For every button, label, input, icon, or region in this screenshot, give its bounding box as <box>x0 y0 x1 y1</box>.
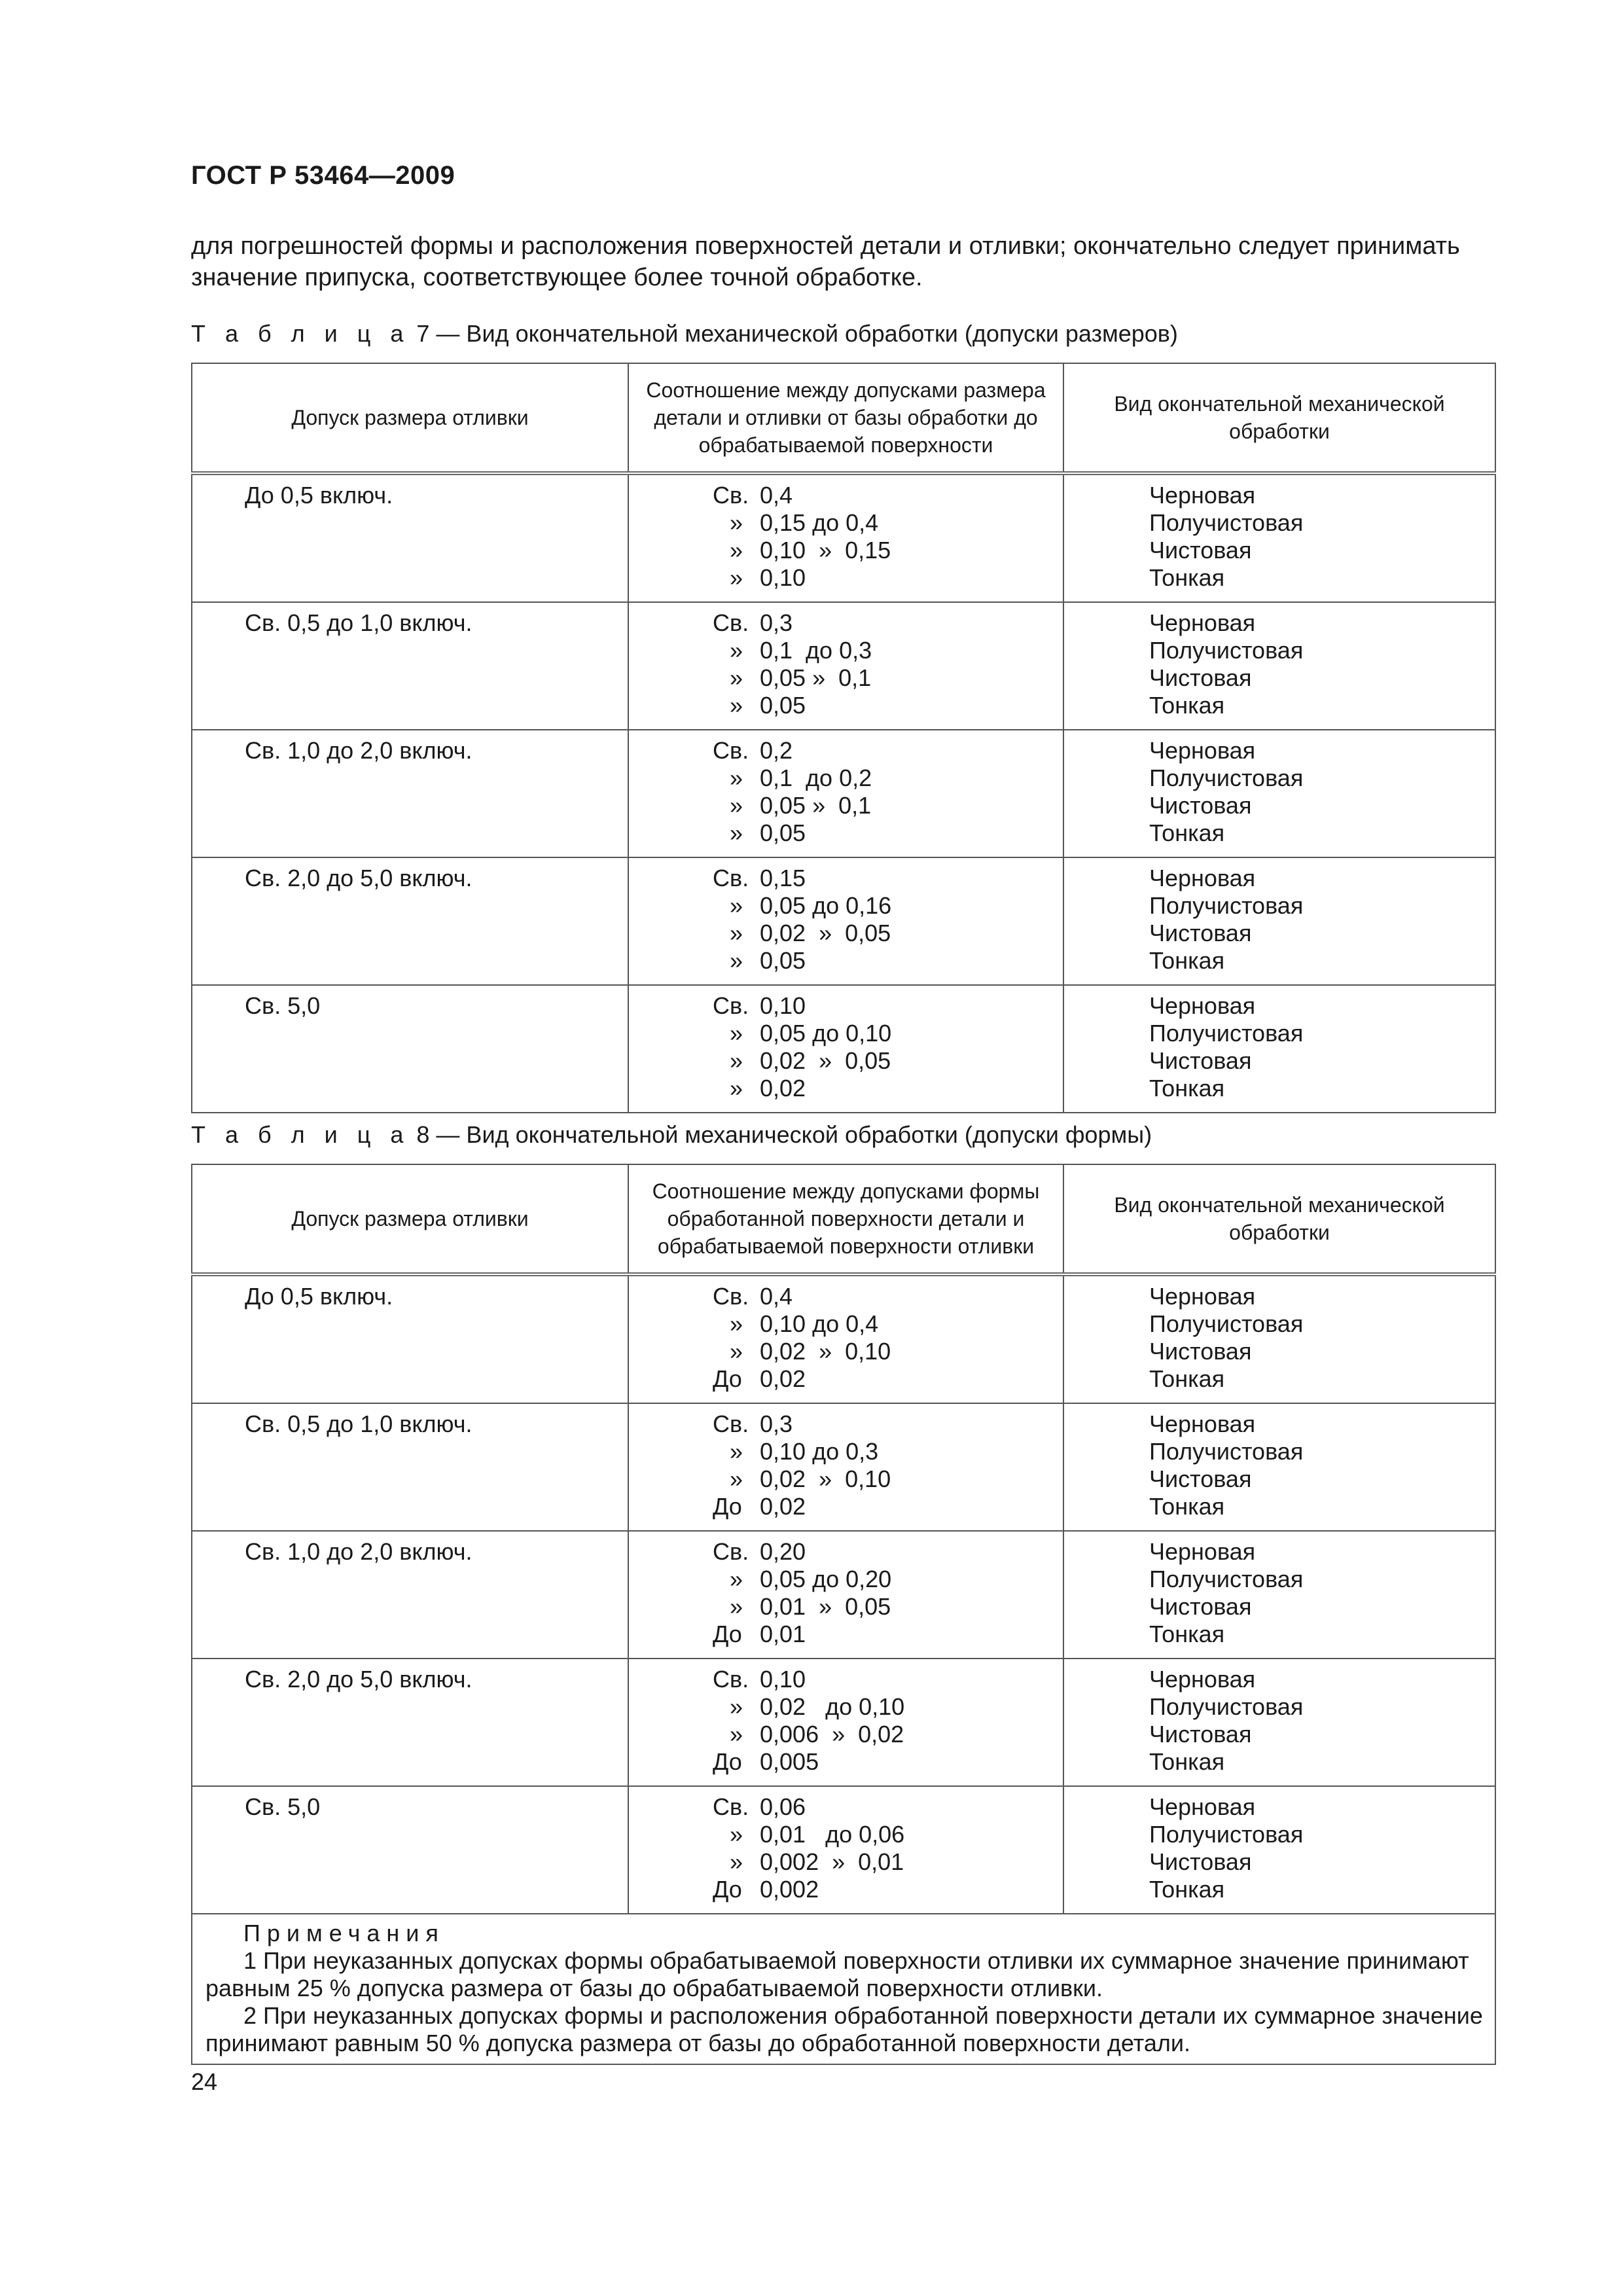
table8-notes <box>192 1914 1495 2064</box>
table-row <box>192 1659 1495 1786</box>
machining-kind: Получистовая <box>1149 1438 1304 1465</box>
ratio-line <box>713 892 1063 920</box>
ratio-value: 0,05 до 0,20 <box>760 1566 892 1592</box>
ratio-prefix: Св. <box>713 737 749 764</box>
ratio-line <box>713 509 1063 537</box>
table8-header-tolerance: Допуск размера отливки <box>192 1164 628 1274</box>
ratio-line <box>713 1338 1063 1365</box>
machining-kind: Тонкая <box>1149 1621 1225 1647</box>
table7-header-row <box>192 363 1495 473</box>
table8-header-row <box>192 1164 1495 1274</box>
ratio-cell <box>628 1786 1063 1914</box>
ratio-prefix: » <box>729 1020 743 1047</box>
machining-kind: Получистовая <box>1149 1020 1304 1047</box>
ratio-line <box>713 920 1063 947</box>
table8-notes-row <box>192 1914 1495 2064</box>
ratio-line <box>713 1365 1063 1393</box>
ratio-cell <box>628 602 1063 730</box>
table-row <box>192 857 1495 985</box>
ratio-value: 0,005 <box>760 1748 819 1775</box>
ratio-line <box>713 1666 1063 1693</box>
machining-kind-cell <box>1063 1786 1495 1914</box>
ratio-value: 0,02 » 0,05 <box>760 920 891 946</box>
machining-kind: Тонкая <box>1149 1075 1225 1102</box>
ratio-value: 0,02 » 0,10 <box>760 1338 891 1365</box>
table7 <box>191 363 1496 1113</box>
ratio-prefix: » <box>729 892 743 919</box>
table7-caption <box>191 319 1178 348</box>
ratio-line <box>713 1593 1063 1621</box>
ratio-prefix: » <box>729 1438 743 1465</box>
machining-kind: Тонкая <box>1149 1876 1225 1903</box>
ratio-line <box>713 1721 1063 1748</box>
machining-kind: Черновая <box>1149 1666 1256 1693</box>
ratio-prefix: До <box>713 1621 742 1647</box>
table-row <box>192 602 1495 730</box>
ratio-value: 0,05 <box>760 819 806 846</box>
ratio-line <box>713 1876 1063 1903</box>
ratio-line <box>713 764 1063 792</box>
machining-kind: Черновая <box>1149 737 1256 764</box>
machining-kind: Чистовая <box>1149 1593 1252 1620</box>
ratio-prefix: Св. <box>713 1666 749 1693</box>
tolerance-range-cell: Св. 2,0 до 5,0 включ. <box>192 1659 628 1786</box>
ratio-value: 0,10 до 0,3 <box>760 1438 879 1465</box>
machining-kind-cell <box>1063 730 1495 857</box>
machining-kind: Получистовая <box>1149 892 1304 919</box>
machining-kind: Черновая <box>1149 1283 1256 1310</box>
ratio-value: 0,4 <box>760 482 793 509</box>
ratio-value: 0,05 » 0,1 <box>760 664 872 691</box>
tolerance-range-cell: До 0,5 включ. <box>192 473 628 602</box>
machining-kind: Получистовая <box>1149 637 1304 664</box>
ratio-line <box>713 1465 1063 1493</box>
machining-kind-cell <box>1063 1531 1495 1659</box>
table8-caption-text: 8 — Вид окончательной механической обработки (допуски формы) <box>410 1121 1152 1148</box>
machining-kind: Чистовая <box>1149 1721 1252 1748</box>
machining-kind: Чистовая <box>1149 1338 1252 1365</box>
machining-kind: Черновая <box>1149 1538 1256 1565</box>
table-row <box>192 473 1495 602</box>
machining-kind: Тонкая <box>1149 692 1225 719</box>
ratio-value: 0,05 » 0,1 <box>760 792 872 819</box>
ratio-prefix: » <box>729 764 743 791</box>
ratio-cell <box>628 730 1063 857</box>
ratio-prefix: » <box>729 819 743 846</box>
ratio-line <box>713 819 1063 847</box>
ratio-prefix: Св. <box>713 609 749 636</box>
table7-header-tolerance: Допуск размера отливки <box>192 363 628 473</box>
table8-caption <box>191 1121 1152 1149</box>
ratio-line <box>713 1793 1063 1821</box>
tolerance-range-cell: Св. 2,0 до 5,0 включ. <box>192 857 628 985</box>
ratio-line <box>713 537 1063 564</box>
machining-kind: Черновая <box>1149 865 1256 891</box>
ratio-value: 0,002 <box>760 1876 819 1903</box>
machining-kind: Получистовая <box>1149 509 1304 536</box>
table7-caption-prefix: Т а б л и ц а <box>191 320 410 347</box>
table8-body <box>192 1274 1495 1914</box>
machining-kind: Черновая <box>1149 609 1256 636</box>
ratio-value: 0,05 до 0,10 <box>760 1020 892 1047</box>
ratio-prefix: » <box>729 637 743 664</box>
machining-kind: Чистовая <box>1149 792 1252 819</box>
machining-kind-cell <box>1063 857 1495 985</box>
ratio-value: 0,10 » 0,15 <box>760 537 891 564</box>
machining-kind-cell <box>1063 602 1495 730</box>
ratio-line <box>713 664 1063 692</box>
machining-kind-cell <box>1063 473 1495 602</box>
table-row <box>192 1274 1495 1403</box>
ratio-value: 0,20 <box>760 1538 806 1565</box>
ratio-line <box>713 1693 1063 1721</box>
machining-kind-cell <box>1063 1274 1495 1403</box>
ratio-value: 0,10 до 0,4 <box>760 1310 879 1337</box>
ratio-prefix: До <box>713 1365 742 1392</box>
ratio-value: 0,006 » 0,02 <box>760 1721 904 1748</box>
machining-kind-cell <box>1063 985 1495 1113</box>
table7-header-kind: Вид окончательной механической обработки <box>1063 363 1495 473</box>
ratio-value: 0,06 <box>760 1793 806 1820</box>
ratio-prefix: » <box>729 564 743 591</box>
ratio-cell <box>628 1274 1063 1403</box>
machining-kind: Тонкая <box>1149 819 1225 846</box>
machining-kind: Черновая <box>1149 482 1256 509</box>
ratio-line <box>713 1493 1063 1520</box>
ratio-prefix: Св. <box>713 1538 749 1565</box>
table8-header-kind: Вид окончательной механической обработки <box>1063 1164 1495 1274</box>
ratio-line <box>713 1821 1063 1848</box>
ratio-line <box>713 692 1063 719</box>
machining-kind: Чистовая <box>1149 1047 1252 1074</box>
ratio-value: 0,10 <box>760 564 806 591</box>
ratio-prefix: » <box>729 1075 743 1102</box>
ratio-value: 0,2 <box>760 737 793 764</box>
ratio-line <box>713 792 1063 819</box>
ratio-prefix: Св. <box>713 992 749 1019</box>
ratio-value: 0,02 <box>760 1493 806 1520</box>
machining-kind: Черновая <box>1149 1410 1256 1437</box>
ratio-prefix: До <box>713 1876 742 1903</box>
ratio-line <box>713 947 1063 975</box>
ratio-prefix: » <box>729 1721 743 1748</box>
machining-kind: Чистовая <box>1149 1848 1252 1875</box>
machining-kind: Чистовая <box>1149 537 1252 564</box>
ratio-prefix: » <box>729 1310 743 1337</box>
ratio-line <box>713 609 1063 637</box>
ratio-value: 0,01 » 0,05 <box>760 1593 891 1620</box>
ratio-line <box>713 1283 1063 1310</box>
machining-kind: Тонкая <box>1149 1748 1225 1775</box>
ratio-prefix: » <box>729 1848 743 1875</box>
ratio-prefix: » <box>729 692 743 719</box>
ratio-prefix: Св. <box>713 1410 749 1437</box>
ratio-value: 0,3 <box>760 609 793 636</box>
ratio-line <box>713 1621 1063 1648</box>
note-item: 2 При неуказанных допусках формы и расположения обработанной поверхности детали их суммарное значение принимают равным 50 % допуска размера от базы до обработанной поверхности детали. <box>205 2002 1483 2056</box>
machining-kind: Получистовая <box>1149 1310 1304 1337</box>
tolerance-range-cell: Св. 0,5 до 1,0 включ. <box>192 1403 628 1531</box>
ratio-cell <box>628 1403 1063 1531</box>
ratio-cell <box>628 473 1063 602</box>
ratio-prefix: » <box>729 1566 743 1592</box>
ratio-value: 0,15 до 0,4 <box>760 509 879 536</box>
ratio-value: 0,01 <box>760 1621 806 1647</box>
ratio-prefix: До <box>713 1748 742 1775</box>
ratio-line <box>713 1047 1063 1075</box>
table7-body <box>192 473 1495 1113</box>
ratio-value: 0,10 <box>760 992 806 1019</box>
machining-kind-cell <box>1063 1403 1495 1531</box>
tolerance-range-cell: Св. 5,0 <box>192 1786 628 1914</box>
table-row <box>192 1786 1495 1914</box>
ratio-line <box>713 637 1063 664</box>
ratio-line <box>713 1566 1063 1593</box>
table-row <box>192 985 1495 1113</box>
tolerance-range-cell: Св. 0,5 до 1,0 включ. <box>192 602 628 730</box>
ratio-line <box>713 1410 1063 1438</box>
ratio-line <box>713 564 1063 592</box>
ratio-value: 0,02 до 0,10 <box>760 1693 905 1720</box>
table7-header-ratio: Соотношение между допусками размера детали и отливки от базы обработки до обрабатываемой поверхности <box>628 363 1063 473</box>
ratio-line <box>713 482 1063 509</box>
ratio-line <box>713 1310 1063 1338</box>
ratio-prefix: » <box>729 947 743 974</box>
ratio-value: 0,1 до 0,3 <box>760 637 872 664</box>
machining-kind: Тонкая <box>1149 564 1225 591</box>
machining-kind: Получистовая <box>1149 764 1304 791</box>
page-title: ГОСТ Р 53464—2009 <box>191 161 455 190</box>
ratio-prefix: » <box>729 664 743 691</box>
ratio-prefix: » <box>729 920 743 946</box>
ratio-value: 0,15 <box>760 865 806 891</box>
ratio-line <box>713 1020 1063 1047</box>
machining-kind: Черновая <box>1149 992 1256 1019</box>
ratio-value: 0,3 <box>760 1410 793 1437</box>
machining-kind: Получистовая <box>1149 1821 1304 1848</box>
ratio-prefix: Св. <box>713 1283 749 1310</box>
ratio-line <box>713 1848 1063 1876</box>
intro-paragraph: для погрешностей формы и расположения поверхностей детали и отливки; окончательно следует принимать значение припуска, соответствующее более точной обработке. <box>191 232 1460 291</box>
ratio-cell <box>628 1531 1063 1659</box>
ratio-line <box>713 737 1063 764</box>
table-row <box>192 1531 1495 1659</box>
ratio-value: 0,1 до 0,2 <box>760 764 872 791</box>
machining-kind: Тонкая <box>1149 1365 1225 1392</box>
ratio-prefix: » <box>729 509 743 536</box>
ratio-value: 0,4 <box>760 1283 793 1310</box>
machining-kind: Тонкая <box>1149 1493 1225 1520</box>
ratio-value: 0,002 » 0,01 <box>760 1848 904 1875</box>
ratio-line <box>713 1748 1063 1776</box>
ratio-value: 0,02 » 0,10 <box>760 1465 891 1492</box>
ratio-prefix: » <box>729 1338 743 1365</box>
table8-header-ratio: Соотношение между допусками формы обработанной поверхности детали и обрабатываемой поверхности отливки <box>628 1164 1063 1274</box>
ratio-prefix: » <box>729 1047 743 1074</box>
ratio-value: 0,10 <box>760 1666 806 1693</box>
ratio-prefix: » <box>729 792 743 819</box>
ratio-line <box>713 1075 1063 1102</box>
ratio-value: 0,02 <box>760 1075 806 1102</box>
ratio-prefix: » <box>729 1693 743 1720</box>
tolerance-range-cell: Св. 1,0 до 2,0 включ. <box>192 730 628 857</box>
ratio-cell <box>628 1659 1063 1786</box>
ratio-value: 0,05 <box>760 947 806 974</box>
machining-kind-cell <box>1063 1659 1495 1786</box>
machining-kind: Тонкая <box>1149 947 1225 974</box>
ratio-prefix: Св. <box>713 865 749 891</box>
ratio-prefix: » <box>729 537 743 564</box>
ratio-value: 0,02 <box>760 1365 806 1392</box>
tolerance-range-cell: Св. 1,0 до 2,0 включ. <box>192 1531 628 1659</box>
ratio-value: 0,02 » 0,05 <box>760 1047 891 1074</box>
table7-caption-text: 7 — Вид окончательной механической обработки (допуски размеров) <box>410 320 1178 347</box>
ratio-value: 0,01 до 0,06 <box>760 1821 905 1848</box>
machining-kind: Черновая <box>1149 1793 1256 1820</box>
ratio-line <box>713 865 1063 892</box>
ratio-prefix: Св. <box>713 482 749 509</box>
page-number: 24 <box>191 2068 218 2095</box>
ratio-prefix: Св. <box>713 1793 749 1820</box>
machining-kind: Чистовая <box>1149 1465 1252 1492</box>
notes-heading: Примечания <box>243 1920 445 1946</box>
tolerance-range-cell: Св. 5,0 <box>192 985 628 1113</box>
ratio-prefix: » <box>729 1593 743 1620</box>
table8-caption-prefix: Т а б л и ц а <box>191 1121 410 1148</box>
tolerance-range-cell: До 0,5 включ. <box>192 1274 628 1403</box>
machining-kind: Получистовая <box>1149 1693 1304 1720</box>
ratio-prefix: До <box>713 1493 742 1520</box>
machining-kind: Чистовая <box>1149 664 1252 691</box>
machining-kind: Получистовая <box>1149 1566 1304 1592</box>
ratio-cell <box>628 985 1063 1113</box>
machining-kind: Чистовая <box>1149 920 1252 946</box>
ratio-line <box>713 992 1063 1020</box>
table-row <box>192 1403 1495 1531</box>
ratio-prefix: » <box>729 1465 743 1492</box>
ratio-line <box>713 1538 1063 1566</box>
ratio-line <box>713 1438 1063 1465</box>
note-item: 1 При неуказанных допусках формы обрабатываемой поверхности отливки их суммарное значение принимают равным 25 % допуска размера от базы до обрабатываемой поверхности отливки. <box>205 1947 1469 2001</box>
ratio-cell <box>628 857 1063 985</box>
table8 <box>191 1164 1496 2065</box>
ratio-value: 0,05 <box>760 692 806 719</box>
ratio-value: 0,05 до 0,16 <box>760 892 892 919</box>
table-row <box>192 730 1495 857</box>
ratio-prefix: » <box>729 1821 743 1848</box>
